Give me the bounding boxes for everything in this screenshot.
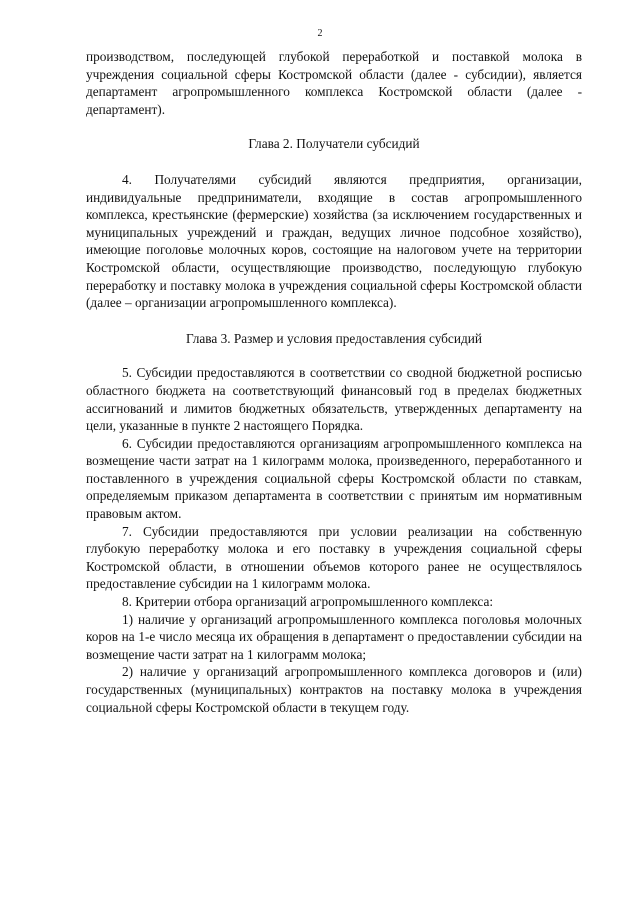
paragraph-8-item-2: 2) наличие у организаций агропромышленного комплекса договоров и (или) государственных (муниципальных) контрактов на поставку молока в учреждения социальной сферы Костромской области в текущем году. [86, 664, 582, 715]
paragraph-continuation: производством, последующей глубокой переработкой и поставкой молока в учреждения социальной сферы Костромской области (далее - субсидии), является департамент агропромышленного комплекса Костромской области (далее - департамент). [86, 49, 582, 117]
chapter-3-heading: Глава 3. Размер и условия предоставления субсидий [186, 330, 482, 346]
document-body [86, 48, 582, 716]
page-number: 2 [317, 28, 323, 39]
chapter-2-heading: Глава 2. Получатели субсидий [248, 136, 420, 152]
paragraph-6: 6. Субсидии предоставляются организациям агропромышленного комплекса на возмещение части затрат на 1 килограмм молока, произведенного, переработанного и поставленного в учреждения социальной сферы Костромской области по ставкам, определяемым приказом департамента в соответствии с принятым им нормативным правовым актом. [86, 435, 582, 522]
paragraph-4: 4. Получателями субсидий являются предприятия, организации, индивидуальные предприниматели, входящие в состав агропромышленного комплекса, крестьянские (фермерские) хозяйства (за исключением государственных и муниципальных учреждений и граждан, ведущих личное подсобное хозяйство), имеющие поголовье молочных коров, состоящие на налоговом учете на территории Костромской области, осуществляющие производство, последующую глубокую переработку и поставку молока в учреждения социальной сферы Костромской области (далее – организации агропромышленного комплекса). [86, 171, 582, 311]
paragraph-7: 7. Субсидии предоставляются при условии реализации на собственную глубокую переработку молока и его поставку в учреждения социальной сферы Костромской области, в отношении объемов которого ранее не осуществлялось предоставление субсидии на 1 килограмм молока. [86, 523, 582, 592]
paragraph-8-item-1: 1) наличие у организаций агропромышленного комплекса поголовья молочных коров на 1-е число месяца их обращения в департамент о предоставлении субсидии на возмещение части затрат на 1 килограмм молока; [86, 611, 582, 662]
paragraph-5: 5. Субсидии предоставляются в соответствии со сводной бюджетной росписью областного бюджета на соответствующий финансовый год в пределах бюджетных ассигнований и лимитов бюджетных обязательств, утвержденных департаменту на цели, указанные в пункте 2 настоящего Порядка. [86, 365, 582, 434]
paragraph-8: 8. Критерии отбора организаций агропромышленного комплекса: [122, 594, 494, 610]
